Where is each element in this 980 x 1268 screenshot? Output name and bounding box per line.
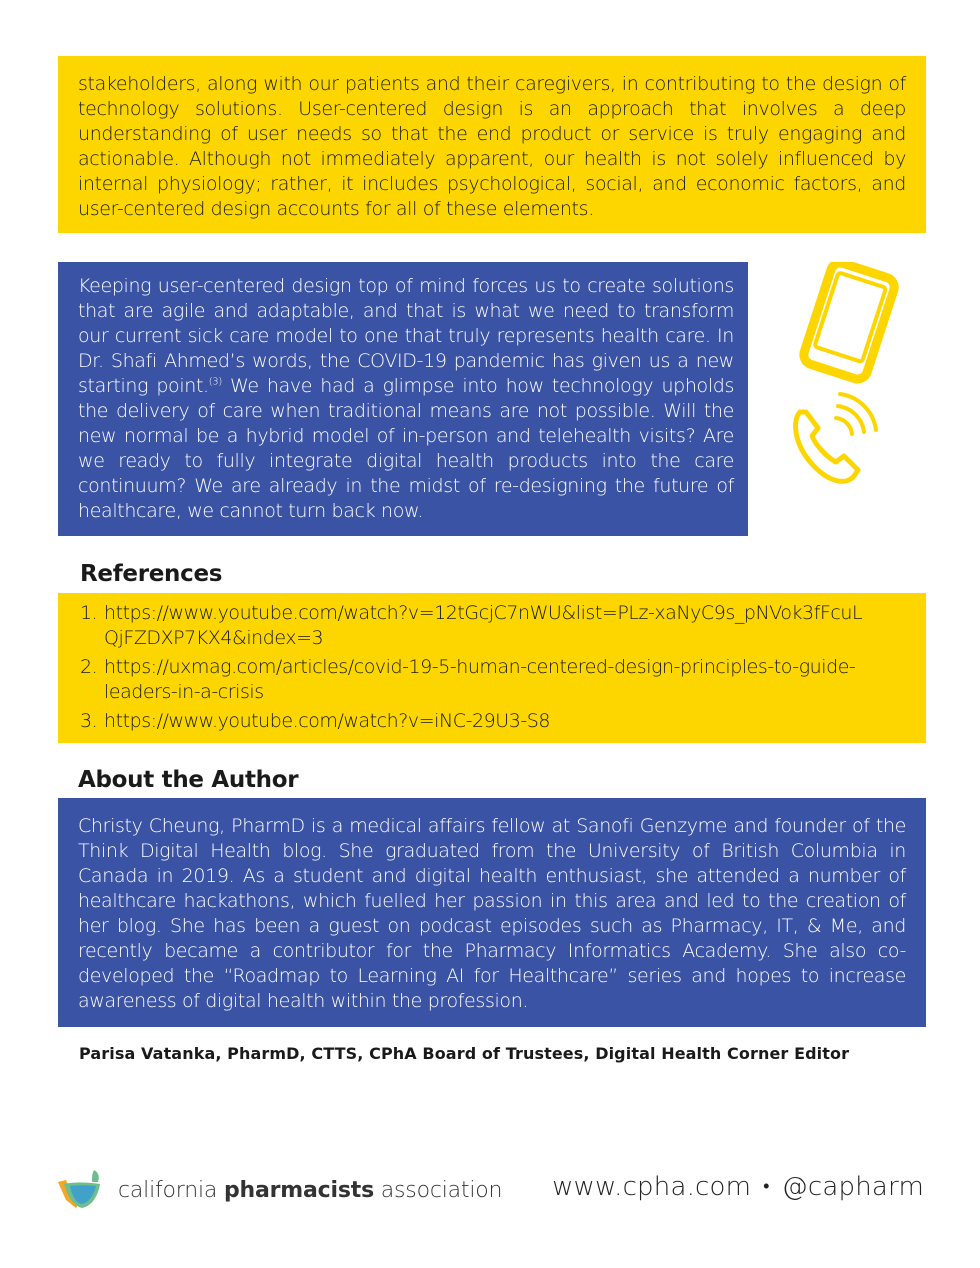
about-author-heading: About the Author (78, 767, 299, 793)
highlight-paragraph (78, 274, 734, 524)
social-handle[interactable]: @capharm (781, 1172, 924, 1202)
intro-paragraph: stakeholders, along with our patients and their caregivers, in contributing to the design of technology solutions. User-centered design is an approach that involves a deep understanding of user needs so that the end product or service is truly engaging and actionable. Although not immediately apparent, our health is not solely influenced by internal physiology; rather, it includes psychological, social, and economic factors, and user-centered design accounts for all of these elements. (78, 73, 906, 220)
intro-box (58, 56, 926, 233)
references-list (80, 601, 906, 734)
reference-link[interactable]: https://www.youtube.com/watch?v=12tGcjC7nWU&list=PLz-xaNyC9s_pNVok3fFcuLQjFZDXP7KX4&index=3 (104, 602, 863, 649)
highlight-text-before: Keeping user-centered design top of mind forces us to create solutions that are agile and adaptable, and that is what we need to transform our current sick care model to one that truly represents health care. In Dr. Shafi Ahmed’s words, the COVID-19 pandemic has given us a new starting point. (78, 275, 734, 397)
reference-number: 2. (80, 656, 98, 678)
reference-number: 3. (80, 710, 98, 732)
highlight-box (58, 262, 748, 536)
reference-link[interactable]: https://www.youtube.com/watch?v=iNC-29U3-S8 (104, 710, 551, 732)
smartphone-icon (786, 262, 916, 492)
author-box (58, 798, 926, 1027)
author-bio: Christy Cheung, PharmD is a medical affairs fellow at Sanofi Genzyme and founder of the Think Digital Health blog. She graduated from the University of British Columbia in Canada in 2019. As a student and digital health enthusiast, she attended a number of healthcare hackathons, which fuelled her passion in this area and led to the creation of her blog. She has been a guest on podcast episodes such as Pharmacy, IT, & Me, and recently became a contributor for the Pharmacy Informatics Academy. She also co-developed the “Roadmap to Learning AI for Healthcare” series and hopes to increase awareness of digital health within the profession. (78, 815, 906, 1012)
reference-number: 1. (80, 602, 98, 624)
citation-marker: (3) (208, 376, 222, 388)
references-heading: References (80, 561, 223, 587)
cpha-logo-icon (54, 1166, 110, 1212)
website-link[interactable]: www.cpha.com (552, 1172, 752, 1202)
footer-contact (552, 1172, 924, 1202)
organization-name (118, 1178, 502, 1203)
reference-item (80, 601, 906, 651)
org-suffix: association (373, 1178, 503, 1203)
reference-item (80, 655, 906, 705)
reference-link[interactable]: https://uxmag.com/articles/covid-19-5-human-centered-design-principles-to-guide-leaders-in-a-crisis (104, 656, 856, 703)
org-prefix: california (118, 1178, 224, 1203)
editor-credit: Parisa Vatanka, PharmD, CTTS, CPhA Board of Trustees, Digital Health Corner Editor (79, 1044, 850, 1063)
references-box (58, 593, 926, 743)
smartphone-icon (801, 262, 897, 382)
reference-item (80, 709, 906, 734)
separator-dot: • (763, 1176, 770, 1197)
phone-call-icon (796, 394, 876, 481)
highlight-text-after: We have had a glimpse into how technology upholds the delivery of care when traditional means are not possible. Will the new normal be a hybrid model of in-person and telehealth visits? Are we ready to fully integrate digital health products into the care continuum? We are already in the midst of re-designing the future of healthcare, we cannot turn back now. (78, 375, 735, 522)
org-bold: pharmacists (224, 1178, 374, 1203)
